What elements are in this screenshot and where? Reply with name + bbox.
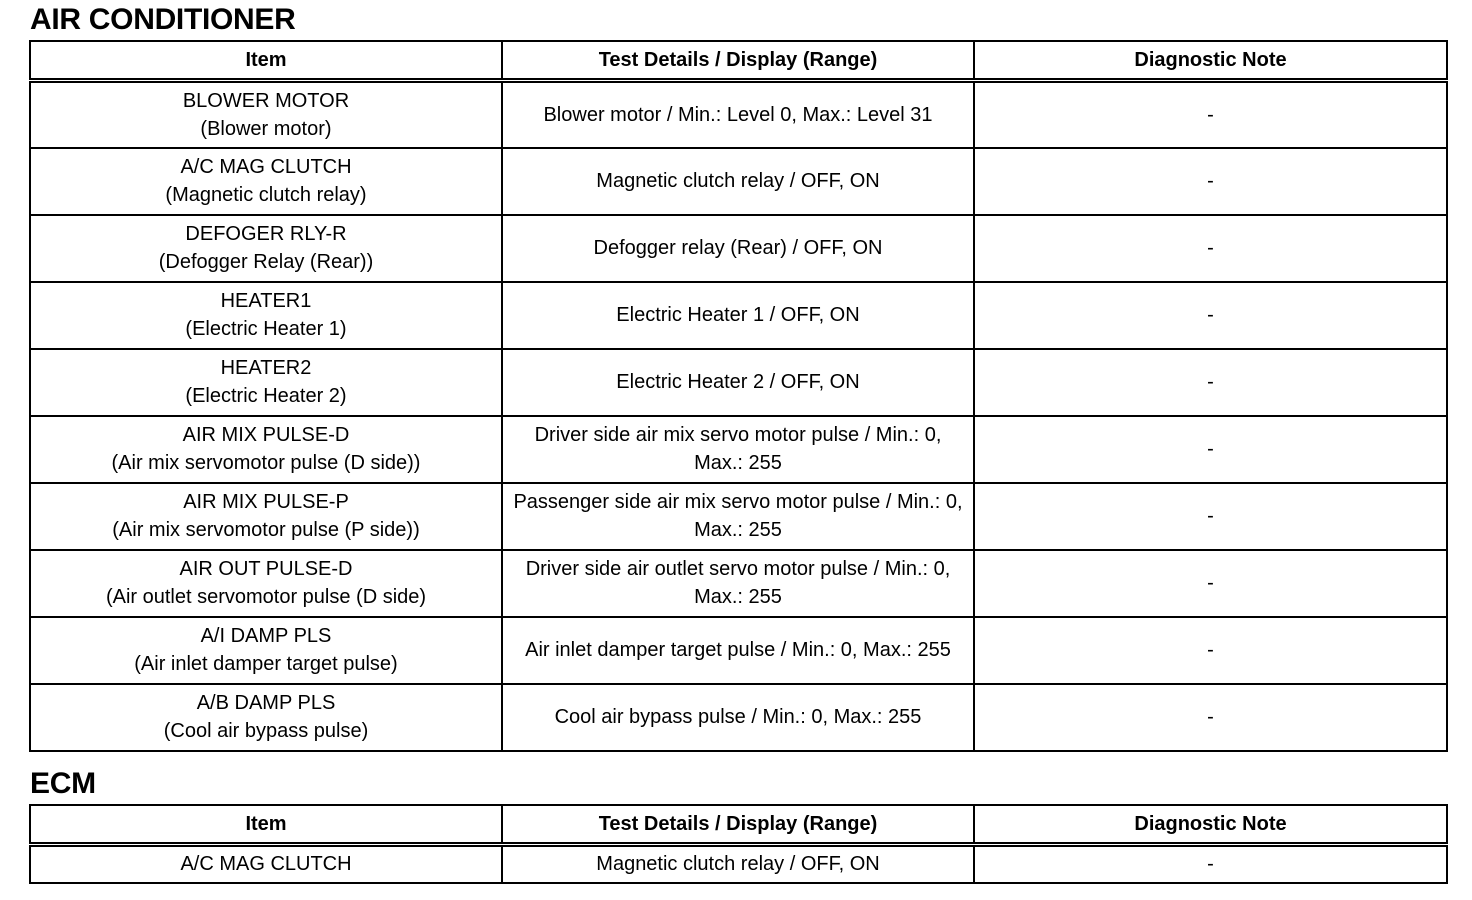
test-details-cell: Air inlet damper target pulse / Min.: 0, Max.: 255 [502, 617, 974, 684]
item-cell [30, 215, 502, 282]
table-row [30, 81, 1447, 148]
test-details-cell: Passenger side air mix servo motor pulse / Min.: 0, Max.: 255 [502, 483, 974, 550]
column-header-test-details: Test Details / Display (Range) [502, 805, 974, 845]
item-description: (Blower motor) [200, 117, 332, 140]
diagnostic-note: - [1207, 438, 1214, 460]
ecm-table [29, 804, 1448, 884]
diagnostic-note-cell [974, 483, 1447, 550]
diagnostic-note-cell [974, 416, 1447, 483]
item-cell [30, 550, 502, 617]
item-name: A/C MAG CLUTCH [180, 156, 352, 178]
item-description: (Electric Heater 1) [185, 318, 347, 340]
diagnostic-note: - [1207, 304, 1214, 326]
test-details-cell: Electric Heater 1 / OFF, ON [502, 282, 974, 349]
test-details-cell: Magnetic clutch relay / OFF, ON [502, 845, 974, 883]
air-conditioner-table [29, 40, 1448, 752]
item-cell [30, 684, 502, 751]
diagnostic-note-cell [974, 81, 1447, 148]
diagnostic-note-cell [974, 148, 1447, 215]
diagnostic-note: - [1207, 103, 1214, 126]
column-header-item: Item [30, 805, 502, 845]
diagnostic-note: - [1207, 639, 1214, 661]
item-name: HEATER1 [220, 290, 312, 312]
diagnostic-note: - [1207, 371, 1214, 393]
test-details-cell: Defogger relay (Rear) / OFF, ON [502, 215, 974, 282]
diagnostic-note-cell [974, 684, 1447, 751]
test-details-cell: Blower motor / Min.: Level 0, Max.: Level 31 [502, 81, 974, 148]
column-header-diagnostic-note: Diagnostic Note [974, 805, 1447, 845]
section-title-air-conditioner: AIR CONDITIONER [30, 3, 296, 36]
item-cell [30, 81, 502, 148]
diagnostic-note-cell [974, 349, 1447, 416]
table-row [30, 349, 1447, 416]
diagnostic-note: - [1207, 170, 1214, 192]
table-row [30, 550, 1447, 617]
table-row [30, 684, 1447, 751]
table-row [30, 845, 1447, 883]
item-name: A/I DAMP PLS [200, 625, 332, 647]
table-header-row [30, 805, 1447, 845]
diagnostic-note-cell [974, 282, 1447, 349]
item-name: A/B DAMP PLS [196, 692, 336, 714]
item-cell [30, 845, 502, 883]
item-cell [30, 148, 502, 215]
section-title-ecm: ECM [30, 767, 96, 800]
diagnostic-note-cell [974, 215, 1447, 282]
diagnostic-note: - [1207, 505, 1214, 527]
test-details-cell: Cool air bypass pulse / Min.: 0, Max.: 255 [502, 684, 974, 751]
test-details-cell: Driver side air mix servo motor pulse / Min.: 0, Max.: 255 [502, 416, 974, 483]
item-cell [30, 282, 502, 349]
item-cell [30, 617, 502, 684]
column-header-test-details: Test Details / Display (Range) [502, 41, 974, 81]
item-cell [30, 483, 502, 550]
item-description: (Air mix servomotor pulse (P side)) [112, 519, 420, 541]
table-row [30, 416, 1447, 483]
item-description: (Air mix servomotor pulse (D side)) [111, 452, 421, 474]
test-details-cell: Magnetic clutch relay / OFF, ON [502, 148, 974, 215]
item-name: AIR MIX PULSE-D [182, 424, 350, 446]
diagnostic-note: - [1207, 853, 1214, 876]
table-header-row [30, 41, 1447, 81]
table-row [30, 617, 1447, 684]
diagnostic-note-cell [974, 617, 1447, 684]
table-row [30, 148, 1447, 215]
item-cell [30, 416, 502, 483]
test-details-cell: Electric Heater 2 / OFF, ON [502, 349, 974, 416]
item-description: (Defogger Relay (Rear)) [158, 251, 374, 273]
column-header-diagnostic-note: Diagnostic Note [974, 41, 1447, 81]
diagnostic-note-cell [974, 845, 1447, 883]
item-name: HEATER2 [220, 357, 312, 379]
column-header-item: Item [30, 41, 502, 81]
table-row [30, 483, 1447, 550]
item-name: BLOWER MOTOR [182, 89, 350, 112]
diagnostic-note: - [1207, 572, 1214, 594]
item-cell [30, 349, 502, 416]
table-row [30, 282, 1447, 349]
item-description: (Air outlet servomotor pulse (D side) [105, 586, 427, 608]
diagnostic-note: - [1207, 706, 1214, 728]
item-description: (Air inlet damper target pulse) [134, 653, 398, 675]
item-description: (Cool air bypass pulse) [163, 720, 369, 742]
item-description: (Electric Heater 2) [185, 385, 347, 407]
item-name: AIR MIX PULSE-P [183, 491, 349, 513]
test-details-cell: Driver side air outlet servo motor pulse / Min.: 0, Max.: 255 [502, 550, 974, 617]
item-name: A/C MAG CLUTCH [180, 853, 352, 876]
item-name: DEFOGER RLY-R [185, 223, 347, 245]
item-description: (Magnetic clutch relay) [165, 184, 367, 206]
item-name: AIR OUT PULSE-D [179, 558, 353, 580]
table-row [30, 215, 1447, 282]
diagnostic-note: - [1207, 237, 1214, 259]
diagnostic-note-cell [974, 550, 1447, 617]
